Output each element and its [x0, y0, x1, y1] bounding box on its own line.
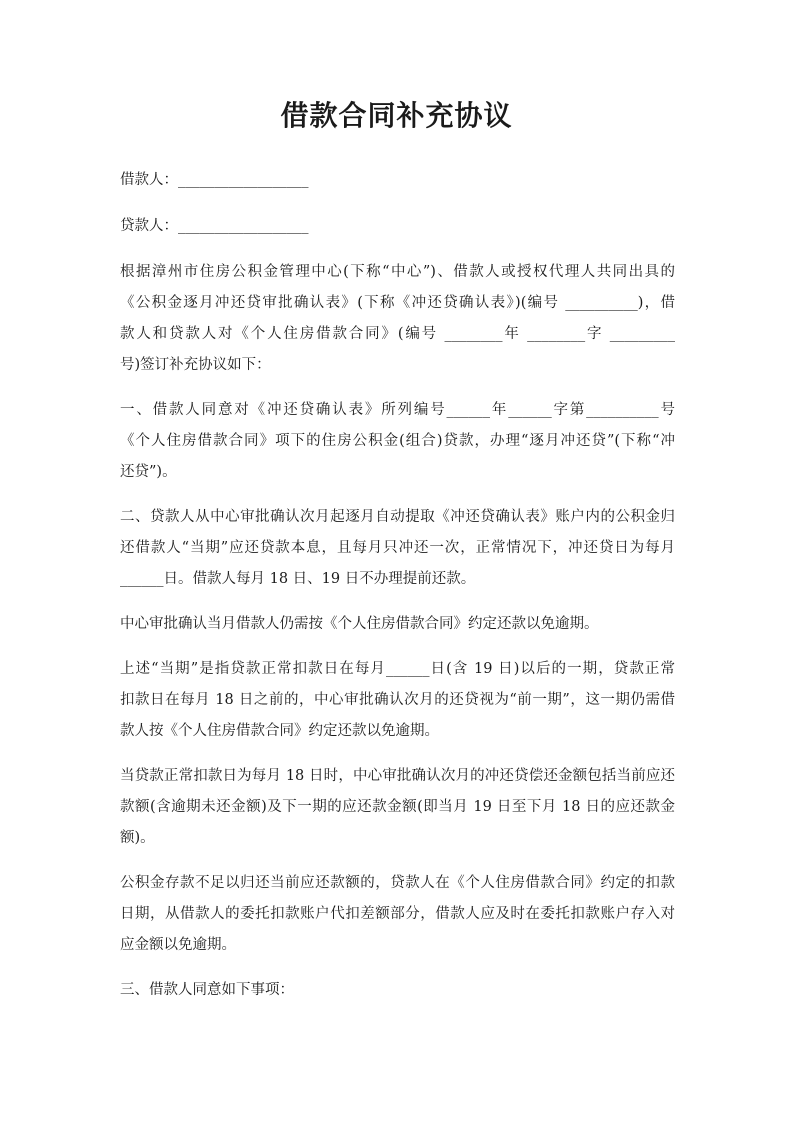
lender-line: 贷款人：__________________: [120, 218, 309, 234]
insufficient-balance-line: 日期，从借款人的委托扣款账户代扣差额部分，借款人应及时在委托扣款账户存入对: [120, 906, 675, 922]
center-note-line: 中心审批确认当月借款人仍需按《个人住房借款合同》约定还款以免逾期。: [120, 616, 599, 632]
clause-three-line: 三、借款人同意如下事项：: [120, 982, 294, 998]
document-body: [120, 165, 675, 1020]
insufficient-balance-line: 应金额以免逾期。: [120, 937, 236, 953]
clause-one-line: 一、借款人同意对《冲还贷确认表》所列编号______年______字第__________号: [120, 402, 675, 418]
preamble-line: 款人和贷款人对《个人住房借款合同》(编号 ________年 ________字 _________: [120, 326, 675, 342]
preamble-line: 《公积金逐月冲还贷审批确认表》(下称《冲还贷确认表》)(编号 __________)，借: [120, 295, 676, 311]
preamble-paragraph: [120, 257, 675, 381]
day-18-paragraph: [120, 761, 675, 854]
day-18-line: 额)。: [120, 830, 155, 846]
preamble-line: 根据漳州市住房公积金管理中心(下称“中心”)、借款人或授权代理人共同出具的: [120, 264, 675, 280]
insufficient-balance-paragraph: [120, 868, 675, 961]
borrower-line: 借款人：__________________: [120, 172, 309, 188]
clause-two-paragraph: [120, 502, 675, 595]
clause-three-paragraph: [120, 975, 675, 1006]
preamble-line: 号)签订补充协议如下：: [120, 357, 271, 373]
document-title: 借款合同补充协议: [280, 99, 513, 132]
clause-one-paragraph: [120, 395, 675, 488]
day-18-line: 款额(含逾期未还金额)及下一期的应还款金额(即当月 19 日至下月 18 日的应还款金: [120, 799, 675, 815]
current-period-paragraph: [120, 654, 675, 747]
insufficient-balance-line: 公积金存款不足以归还当前应还款额的，贷款人在《个人住房借款合同》约定的扣款: [120, 875, 675, 891]
clause-one-line: 还贷”)。: [120, 464, 177, 480]
current-period-line: 上述“当期”是指贷款正常扣款日在每月______日(含 19 日)以后的一期，贷款正常: [120, 661, 675, 677]
clause-one-line: 《个人住房借款合同》项下的住房公积金(组合)贷款，办理“逐月冲还贷”(下称“冲: [120, 433, 675, 449]
clause-two-line: 二、贷款人从中心审批确认次月起逐月自动提取《冲还贷确认表》账户内的公积金归: [120, 509, 675, 525]
day-18-line: 当贷款正常扣款日为每月 18 日时，中心审批确认次月的冲还贷偿还金额包括当前应还: [120, 768, 675, 784]
clause-two-line: 还借款人“当期”应还贷款本息，且每月只冲还一次，正常情况下，冲还贷日为每月: [120, 540, 675, 556]
center-note-paragraph: [120, 609, 675, 640]
current-period-line: 款人按《个人住房借款合同》约定还款以免逾期。: [120, 723, 439, 739]
clause-two-line: ______日。借款人每月 18 日、19 日不办理提前还款。: [120, 571, 476, 587]
current-period-line: 扣款日在每月 18 日之前的，中心审批确认次月的还贷视为“前一期”，这一期仍需借: [120, 692, 675, 708]
